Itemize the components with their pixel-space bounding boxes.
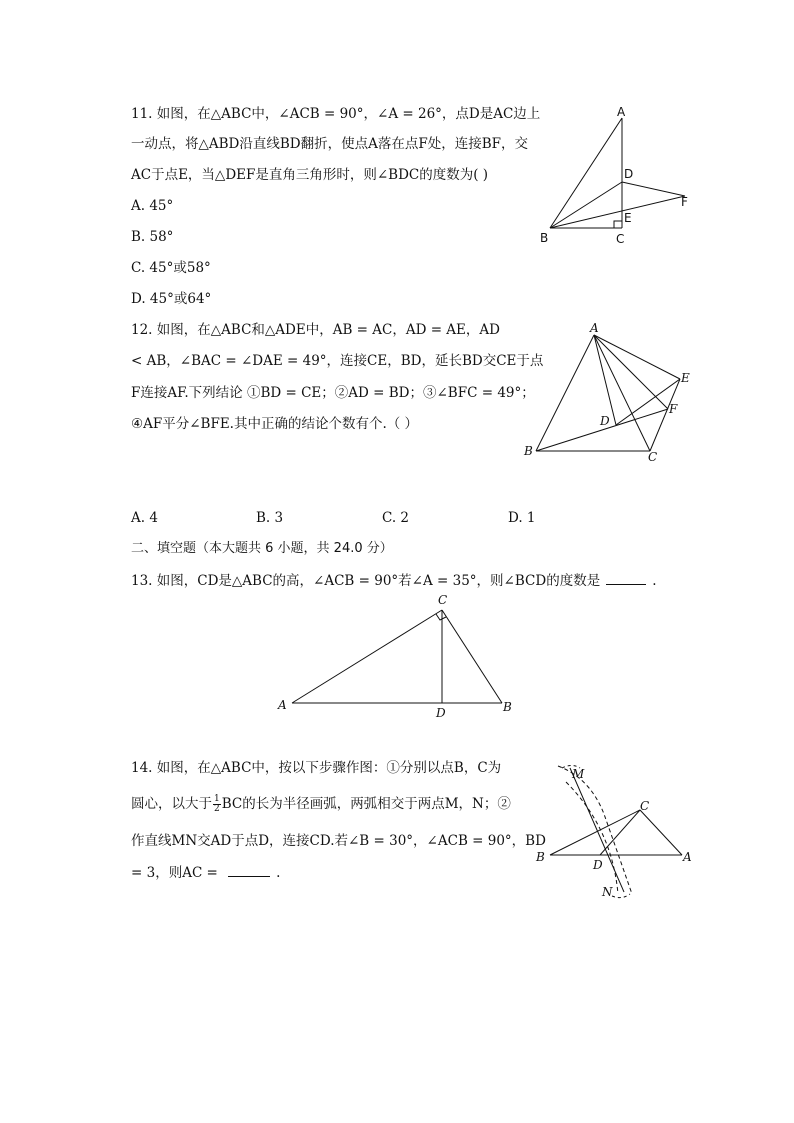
q12-figure bbox=[518, 315, 703, 465]
q11-label-b: B bbox=[540, 231, 549, 245]
q11-label-e: E bbox=[624, 211, 632, 225]
q12-segment-ab bbox=[536, 335, 594, 451]
q12-option-a: A. 4 bbox=[131, 510, 158, 526]
q14-fraction bbox=[213, 795, 221, 814]
q14-segment-ca bbox=[640, 810, 682, 855]
q13-text-before: 13. 如图，CD是△ABC的高，∠ACB = 90°若∠A = 35°，则∠BCD的度数是 bbox=[131, 573, 601, 589]
q12-segment-af bbox=[594, 335, 668, 409]
q11-option-c: C. 45°或58° bbox=[131, 260, 211, 276]
q13-label-d: D bbox=[436, 706, 446, 720]
q14-line-1: 14. 如图，在△ABC中，按以下步骤作图：①分别以点B，C为 bbox=[131, 760, 502, 776]
q14-line-2 bbox=[131, 795, 511, 814]
q11-label-c: C bbox=[616, 232, 625, 246]
q12-label-d: D bbox=[600, 414, 610, 428]
q11-line-2: 一动点，将△ABD沿直线BD翻折，使点A落在点F处，连接BF，交 bbox=[131, 136, 529, 152]
q13-figure bbox=[270, 590, 520, 720]
q12-line-2: < AB，∠BAC = ∠DAE = 49°，连接CE，BD，延长BD交CE于点 bbox=[131, 353, 544, 369]
q13-text bbox=[131, 572, 657, 589]
q14-line-3: 作直线MN交AD于点D，连接CD.若∠B = 30°，∠ACB = 90°，BD bbox=[131, 833, 546, 849]
q14-label-n: N bbox=[602, 885, 613, 899]
q12-option-b: B. 3 bbox=[256, 510, 284, 526]
q14-label-a: A bbox=[683, 850, 692, 864]
q12-segment-ad bbox=[594, 335, 616, 425]
q14-line-4-pre: = 3，则AC = bbox=[131, 865, 223, 881]
q11-label-f: F bbox=[681, 195, 688, 209]
q11-segment-bd bbox=[550, 182, 622, 228]
q13-right-angle-mark bbox=[436, 614, 446, 620]
section-2-title: 二、填空题（本大题共 6 小题，共 24.0 分） bbox=[131, 541, 393, 556]
q11-option-b: B. 58° bbox=[131, 229, 174, 245]
q13-text-after: . bbox=[652, 573, 657, 589]
q14-fraction-num: 1 bbox=[214, 794, 220, 804]
q13-segment-ac bbox=[292, 610, 442, 703]
q11-segment-bf bbox=[550, 196, 685, 228]
q14-fraction-den: 2 bbox=[214, 804, 220, 814]
q13-label-b: B bbox=[503, 700, 512, 714]
q13-label-c: C bbox=[438, 593, 448, 607]
q14-label-c: C bbox=[640, 799, 650, 813]
q11-right-angle-mark bbox=[614, 221, 622, 228]
q12-label-a: A bbox=[590, 321, 599, 335]
q14-line-2-pre: 圆心，以大于 bbox=[131, 796, 212, 812]
q14-answer-blank[interactable] bbox=[228, 864, 270, 877]
q12-segment-ac bbox=[594, 335, 650, 451]
q11-label-a: A bbox=[617, 105, 626, 119]
q11-line-1: 11. 如图，在△ABC中，∠ACB = 90°，∠A = 26°，点D是AC边上 bbox=[131, 106, 541, 122]
q12-line-3: F连接AF.下列结论 ①BD = CE；②AD = BD；③∠BFC = 49°； bbox=[131, 385, 535, 401]
q14-line-2-post: BC的长为半径画弧，两弧相交于两点M，N；② bbox=[221, 796, 511, 812]
q13-label-a: A bbox=[278, 698, 287, 712]
q14-line-4 bbox=[131, 864, 280, 881]
q13-segment-cb bbox=[442, 610, 502, 703]
q12-label-f: F bbox=[669, 402, 678, 416]
q12-option-c: C. 2 bbox=[382, 510, 410, 526]
q14-label-m: M bbox=[572, 767, 585, 781]
q12-label-b: B bbox=[524, 444, 533, 458]
q14-figure bbox=[532, 758, 702, 903]
q14-arc-from-c bbox=[558, 766, 632, 894]
q14-label-b: B bbox=[536, 850, 545, 864]
q11-segment-ab bbox=[550, 118, 622, 228]
q12-label-c: C bbox=[648, 450, 658, 464]
q12-line-4: ④AF平分∠BFE.其中正确的结论个数有个.（ ） bbox=[131, 416, 419, 432]
q13-answer-blank[interactable] bbox=[606, 572, 646, 585]
q14-segment-bc bbox=[550, 810, 640, 855]
q12-label-e: E bbox=[681, 371, 690, 385]
q11-option-d: D. 45°或64° bbox=[131, 291, 212, 307]
q11-figure bbox=[530, 100, 710, 250]
q11-segment-df bbox=[622, 182, 685, 196]
q11-line-3: AC于点E，当△DEF是直角三角形时，则∠BDC的度数为( ) bbox=[131, 167, 489, 183]
q14-segment-cd bbox=[600, 810, 640, 855]
q14-label-d: D bbox=[593, 858, 603, 872]
q14-arc-from-b bbox=[566, 782, 618, 894]
q14-line-mn bbox=[570, 768, 624, 892]
q11-label-d: D bbox=[624, 167, 634, 181]
q14-arc-bottom bbox=[612, 894, 630, 898]
q12-line-1: 12. 如图，在△ABC和△ADE中，AB = AC，AD = AE，AD bbox=[131, 322, 500, 338]
q11-option-a: A. 45° bbox=[131, 198, 174, 214]
q12-option-d: D. 1 bbox=[508, 510, 536, 526]
q12-segment-ae bbox=[594, 335, 680, 379]
q14-line-4-post: . bbox=[276, 865, 281, 881]
